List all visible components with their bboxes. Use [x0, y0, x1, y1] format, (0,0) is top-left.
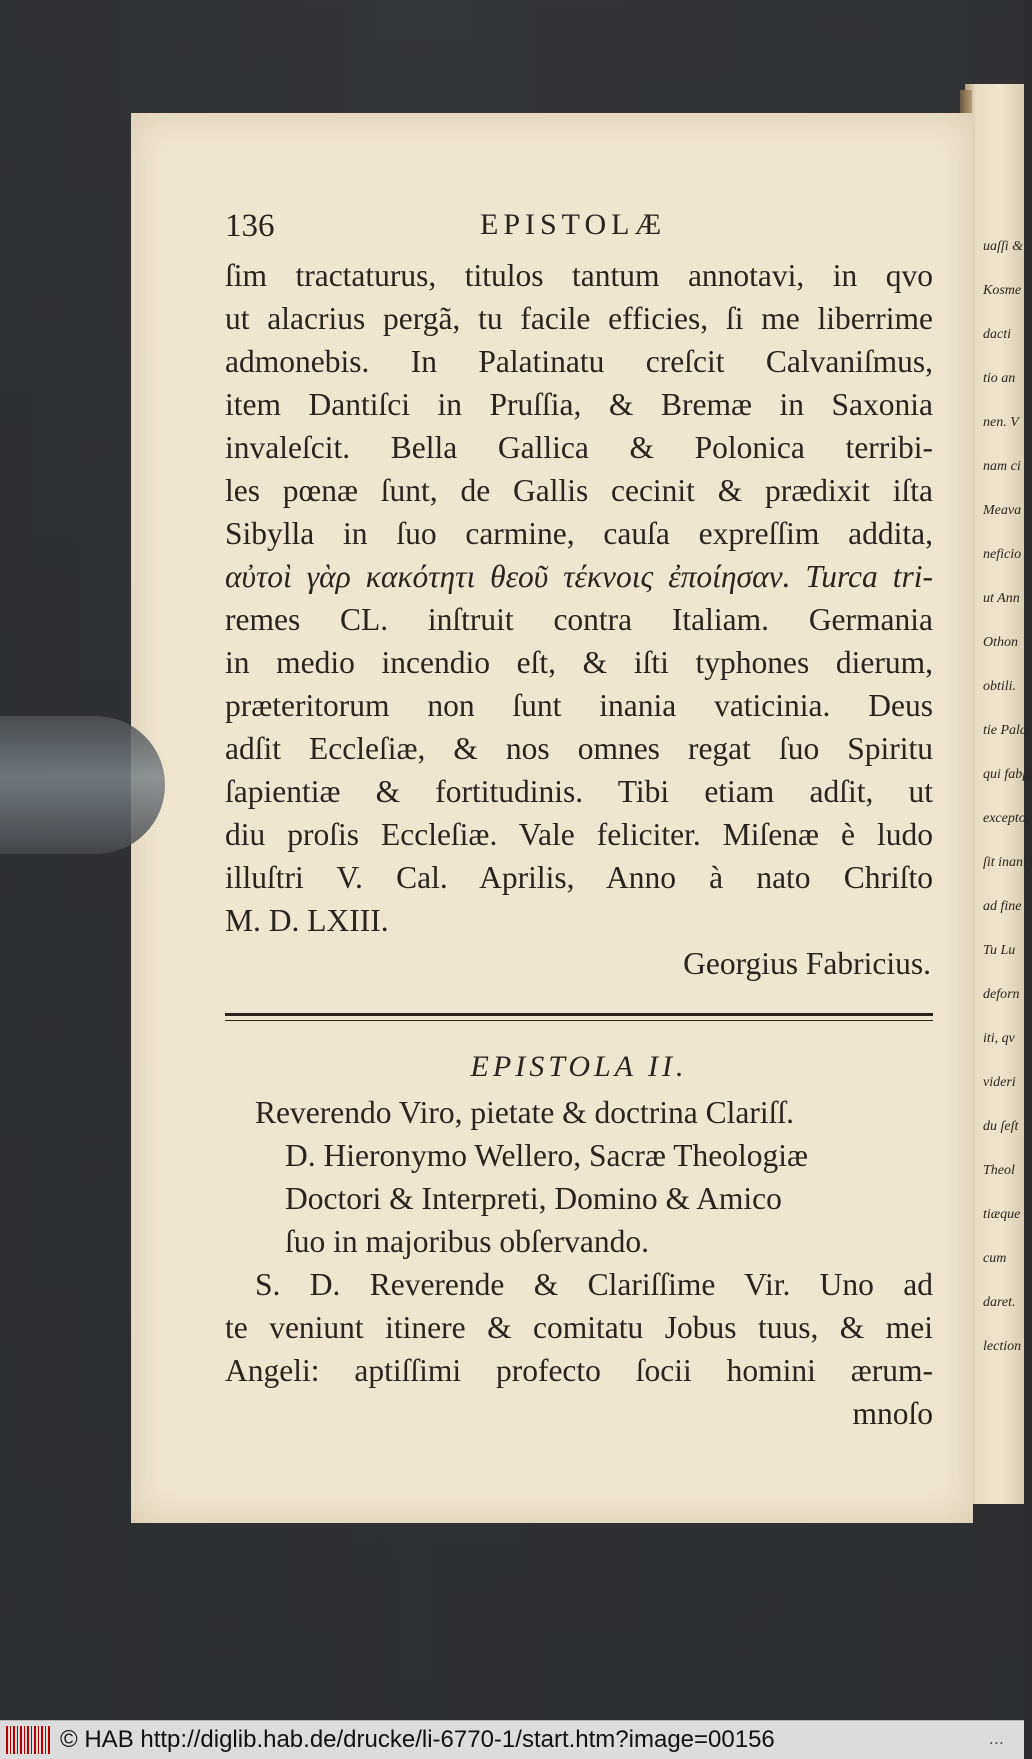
page-clip-shadow	[0, 716, 165, 854]
date-line: M. D. LXIII.	[225, 903, 389, 938]
address-line: D. Hieronymo Wellero, Sacræ Theologiæ	[285, 1138, 808, 1173]
letter-one-body	[225, 254, 933, 985]
book-page	[131, 113, 973, 1523]
address-line: Reverendo Viro, pietate & doctrina Clariſſ.	[255, 1095, 794, 1130]
text-line: admonebis. In Palatinatu creſcit Calvaniſmus,	[225, 344, 933, 379]
adjacent-page-fragment: ut Ann	[983, 591, 1020, 606]
viewer-footer	[0, 1720, 1024, 1759]
adjacent-page-fragment: ſit inani	[983, 855, 1027, 870]
adjacent-page-fragment: obtili.	[983, 679, 1017, 694]
signature: Georgius Fabricius.	[683, 946, 931, 981]
text-line: in medio incendio eſt, & iſti typhones dierum,	[225, 645, 933, 680]
section-divider	[225, 1013, 933, 1021]
adjacent-page-fragment: neficio	[983, 547, 1022, 562]
adjacent-page-fragment: tiæque	[983, 1207, 1021, 1222]
catchword: mnoſo	[852, 1396, 933, 1431]
text-line: te veniunt itinere & comitatu Jobus tuus, & mei	[225, 1310, 933, 1345]
adjacent-page-fragment: daret.	[983, 1295, 1016, 1310]
adjacent-page-fragment: qui fabſc	[983, 767, 1032, 782]
text-line: ut alacrius pergã, tu facile efficies, ſi me liberrime	[225, 301, 933, 336]
text-line: diu proſis Eccleſiæ. Vale feliciter. Miſenæ è ludo	[225, 817, 933, 852]
text-line: Sibylla in ſuo carmine, cauſa expreſſim addita,	[225, 516, 933, 551]
adjacent-page-fragment: tio an	[983, 371, 1016, 386]
adjacent-page-fragment: deforn	[983, 987, 1020, 1002]
running-head: EPISTOLÆ	[480, 208, 667, 241]
adjacent-page-fragment: nen. V	[983, 415, 1019, 430]
adjacent-page-fragment: tie Pala	[983, 723, 1027, 738]
adjacent-page-fragment: iti, qv	[983, 1031, 1015, 1046]
adjacent-page-fragment: Tu Lu	[983, 943, 1016, 958]
text-line: S. D. Reverende & Clariſſime Vir. Uno ad	[255, 1267, 933, 1302]
address-block	[225, 1091, 933, 1263]
page-number: 136	[225, 208, 275, 244]
text-line: ſim tractaturus, titulos tantum annotavi, in qvo	[225, 258, 933, 293]
page-header	[225, 208, 933, 254]
adjacent-page-fragment: Theol	[983, 1163, 1015, 1178]
adjacent-page-fragment: Kosme	[983, 283, 1022, 298]
adjacent-page-fragment: Othon	[983, 635, 1018, 650]
adjacent-page-fragment: excepto	[983, 811, 1026, 826]
adjacent-page-fragment: uaſſi &	[983, 239, 1024, 254]
adjacent-page-fragment: Meava	[983, 503, 1022, 518]
text-line: item Dantiſci in Pruſſia, & Bremæ in Saxonia	[225, 387, 933, 422]
address-line: ſuo in majoribus obſervando.	[285, 1224, 649, 1259]
letter-two-body	[225, 1263, 933, 1435]
text-line: præteritorum non ſunt inania vaticinia. Deus	[225, 688, 933, 723]
text-line: ſapientiæ & fortitudinis. Tibi etiam adſit, ut	[225, 774, 933, 809]
adjacent-page-fragment: ad fine	[983, 899, 1022, 914]
more-menu-icon[interactable]: ...	[988, 1729, 1004, 1748]
greek-quote-line: αὐτοὶ γὰρ κακότητι θεοῦ τέκνοις ἐποίησαν. Turca tri-	[225, 559, 933, 594]
adjacent-page-fragment: dacti	[983, 327, 1011, 342]
adjacent-page-fragment: cum	[983, 1251, 1007, 1266]
text-line: adſit Eccleſiæ, & nos omnes regat ſuo Spiritu	[225, 731, 933, 766]
text-line: remes CL. inſtruit contra Italiam. Germania	[225, 602, 933, 637]
adjacent-page-fragment: du ſeſt	[983, 1119, 1019, 1134]
adjacent-page-fragment: videri	[983, 1075, 1016, 1090]
adjacent-page-fragment: nam ci	[983, 459, 1021, 474]
text-line: illuſtri V. Cal. Aprilis, Anno à nato Chriſto	[225, 860, 933, 895]
address-line: Doctori & Interpreti, Domino & Amico	[285, 1181, 782, 1216]
text-line: invaleſcit. Bella Gallica & Polonica terribi-	[225, 430, 933, 465]
source-url[interactable]: © HAB http://diglib.hab.de/drucke/li-6770-1/start.htm?image=00156	[60, 1726, 775, 1753]
epistle-title: EPISTOLA II.	[470, 1050, 688, 1083]
library-logo-icon	[6, 1726, 52, 1754]
text-line: les pœnæ ſunt, de Gallis cecinit & prædixit iſta	[225, 473, 933, 508]
adjacent-page-text	[983, 225, 1032, 1385]
page-content	[225, 208, 933, 1435]
adjacent-page-fragment: lection	[983, 1339, 1022, 1354]
text-line: Angeli: aptiſſimi profecto ſocii homini ærum-	[225, 1353, 933, 1388]
